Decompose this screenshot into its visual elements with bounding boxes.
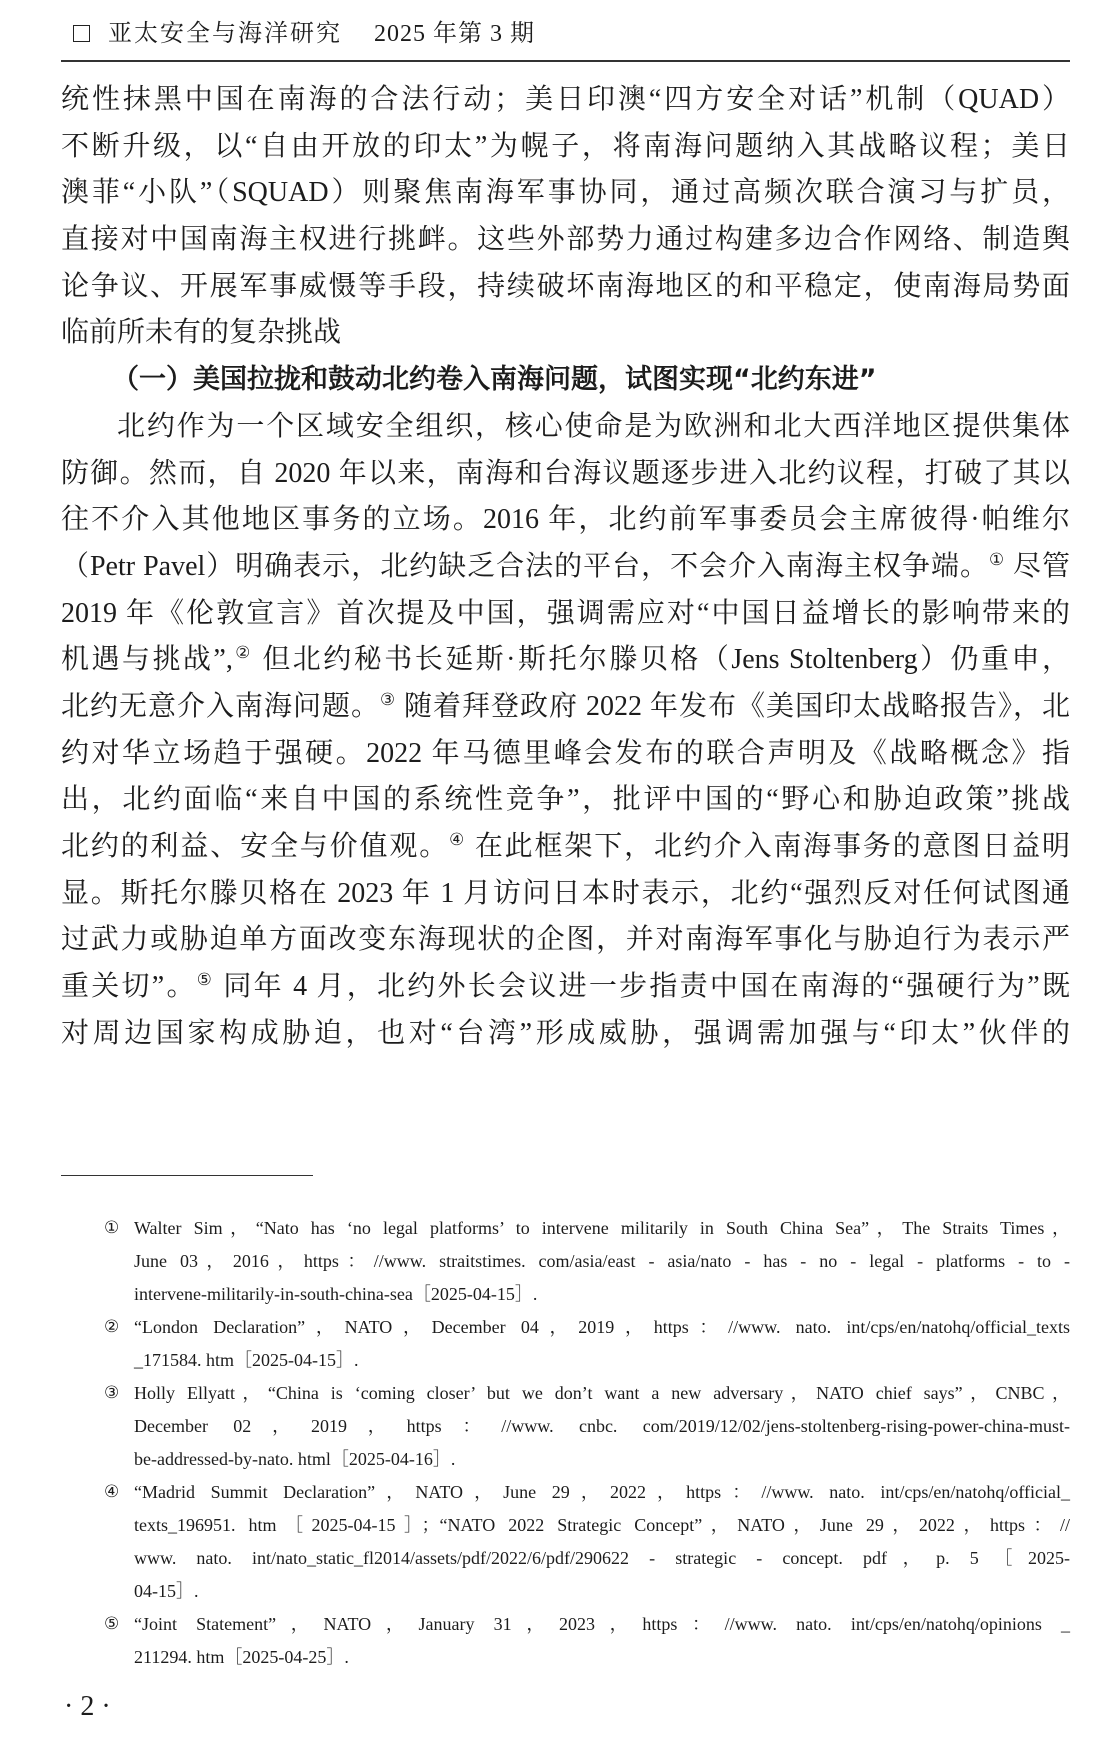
footnote-reference: ② (232, 642, 253, 663)
text-line (61, 357, 1070, 404)
footnote (104, 1608, 1070, 1674)
paragraph (61, 77, 1070, 357)
line-text: 2019 年《伦敦宣言》首次提及中国，强调需应对“中国日益增长的影响带来的 (61, 597, 1070, 629)
line-text: 澳菲“小队”（SQUAD）则聚焦南海军事协同，通过高频次联合演习与扩员， (61, 177, 1070, 209)
line-text: 临前所未有的复杂挑战 (61, 317, 342, 349)
text-line (61, 497, 1070, 544)
line-text: 论争议、开展军事威慑等手段，持续破坏南海地区的和平稳定，使南海局势面 (61, 270, 1070, 302)
text-line (61, 1011, 1070, 1058)
text-line (61, 824, 1070, 871)
footnote-line: “Joint Statement”，NATO，January 31，2023，https：//www. nato. int/cps/en/natohq/opinions _ (134, 1614, 1070, 1634)
line-text: 过武力或胁迫单方面改变东海现状的企图，并对南海军事化与胁迫行为表示严 (61, 924, 1070, 956)
footnote-line: “London Declaration”，NATO，December 04，2019，https：//www. nato. int/cps/en/natohq/official_texts (134, 1317, 1070, 1337)
line-text: （Petr Pavel）明确表示，北约缺乏合法的平台，不会介入南海主权争端。 (61, 550, 989, 582)
text-line (61, 451, 1070, 498)
text-line (61, 264, 1070, 311)
text-line (61, 777, 1070, 824)
footnote-line: December 02，2019，https：//www. cnbc. com/2019/12/02/jens-stoltenberg-rising-power-china-must- (134, 1416, 1070, 1436)
footnote-number: ② (104, 1317, 120, 1337)
line-text: 北约的利益、安全与价值观。 (61, 831, 450, 862)
text-line (61, 170, 1070, 217)
text-line (61, 871, 1070, 918)
text-line (61, 310, 1070, 357)
footnote-reference: ③ (379, 688, 397, 709)
footnote-reference: ④ (449, 828, 466, 849)
footnote-number: ① (104, 1218, 120, 1238)
header-rule (61, 60, 1070, 62)
footnote-line: texts_196951. htm［2025-04-15］；“NATO 2022 Strategic Concept”，NATO，June 29，2022，https：// (134, 1515, 1070, 1535)
footnote-line: “Madrid Summit Declaration”，NATO，June 29，2022，https：//www. nato. int/cps/en/natohq/official_ (134, 1482, 1070, 1502)
text-line (61, 637, 1070, 684)
footnote-line: June 03，2016，https：//www. straitstimes. com/asia/east - asia/nato - has - no - legal - platforms - to - (134, 1251, 1070, 1271)
text-line (61, 544, 1070, 591)
footnote-separator (61, 1175, 313, 1176)
footnote (104, 1377, 1070, 1476)
line-text: 机遇与挑战”, (61, 644, 233, 676)
footnote-line: _171584. htm［2025-04-15］. (134, 1350, 359, 1370)
line-text: 出，北约面临“来自中国的系统性竞争”，批评中国的“野心和胁迫政策”挑战 (61, 784, 1070, 816)
section-heading (61, 357, 1070, 404)
text-line (61, 77, 1070, 124)
footnote (104, 1212, 1070, 1311)
line-text: 不断升级，以“自由开放的印太”为幌子，将南海问题纳入其战略议程；美日 (61, 130, 1070, 162)
journal-title: 亚太安全与海洋研究 (108, 21, 342, 47)
paragraph (61, 404, 1070, 1058)
footnote-reference: ① (988, 548, 1006, 569)
text-line (61, 917, 1070, 964)
line-text: 约对华立场趋于强硬。2022 年马德里峰会发布的联合声明及《战略概念》指 (61, 737, 1070, 769)
line-text: 直接对中国南海主权进行挑衅。这些外部势力通过构建多边合作网络、制造舆 (61, 224, 1070, 256)
footnote-number: ⑤ (104, 1614, 120, 1634)
issue-label: 2025 年第 3 期 (374, 21, 535, 47)
footnote-line: be-addressed-by-nato. html［2025-04-16］. (134, 1449, 456, 1469)
footnote-line: 04-15］. (134, 1581, 199, 1601)
line-text: 统性抹黑中国在南海的合法行动；美日印澳“四方安全对话”机制（QUAD） (61, 84, 1070, 115)
footnote (104, 1311, 1070, 1377)
line-text: 在此框架下，北约介入南海事务的意图日益明 (465, 831, 1070, 862)
footnote-line: 211294. htm［2025-04-25］. (134, 1647, 349, 1667)
footnote-reference: ⑤ (196, 968, 215, 989)
text-line (61, 731, 1070, 778)
line-text: 尽管 (1005, 550, 1070, 582)
body-text (61, 77, 1070, 1057)
footnote-line: intervene-militarily-in-south-china-sea［2025-04-15］. (134, 1284, 538, 1304)
text-line (61, 684, 1070, 731)
text-line (61, 404, 1070, 451)
footnote-number: ④ (104, 1482, 120, 1502)
line-text: 往不介入其他地区事务的立场。2016 年，北约前军事委员会主席彼得·帕维尔 (61, 504, 1070, 536)
footnote-number: ③ (104, 1383, 120, 1403)
line-text: 同年 4 月，北约外长会议进一步指责中国在南海的“强硬行为”既 (214, 971, 1070, 1003)
text-line (61, 964, 1070, 1011)
line-text: 北约作为一个区域安全组织，核心使命是为欧洲和北大西洋地区提供集体 (117, 410, 1070, 442)
text-line (61, 124, 1070, 171)
line-text: 对周边国家构成胁迫，也对“台湾”形成威胁，强调需加强与“印太”伙伴的 (61, 1017, 1070, 1049)
square-outline-icon (73, 25, 90, 42)
line-text: 防御。然而，自 2020 年以来，南海和台海议题逐步进入北约议程，打破了其以 (61, 457, 1070, 489)
line-text: 重关切”。 (61, 971, 197, 1003)
page-number: · 2 · (64, 1691, 111, 1722)
line-text: 但北约秘书长延斯·斯托尔滕贝格（Jens Stoltenberg）仍重申， (252, 644, 1070, 676)
footnote-line: Holly Ellyatt，“China is ‘coming closer’ but we don’t want a new adversary，NATO chief says”，CNBC， (134, 1383, 1070, 1403)
footnote (104, 1476, 1070, 1608)
line-text: （一）美国拉拢和鼓动北约卷入南海问题，试图实现“北约东进” (112, 364, 877, 396)
line-text: 显。斯托尔滕贝格在 2023 年 1 月访问日本时表示，北约“强烈反对任何试图通 (61, 877, 1070, 909)
footnotes (104, 1212, 1070, 1674)
line-text: 北约无意介入南海问题。 (61, 690, 380, 722)
footnote-line: www. nato. int/nato_static_fl2014/assets/pdf/2022/6/pdf/290622 - strategic - concept. pdf，p. 5［2025- (134, 1548, 1070, 1568)
text-line (61, 591, 1070, 638)
footnote-line: Walter Sim，“Nato has ‘no legal platforms’ to intervene militarily in South China Sea”，The Straits Times， (134, 1218, 1070, 1238)
line-text: 随着拜登政府 2022 年发布《美国印太战略报告》，北 (396, 690, 1070, 722)
text-line (61, 217, 1070, 264)
